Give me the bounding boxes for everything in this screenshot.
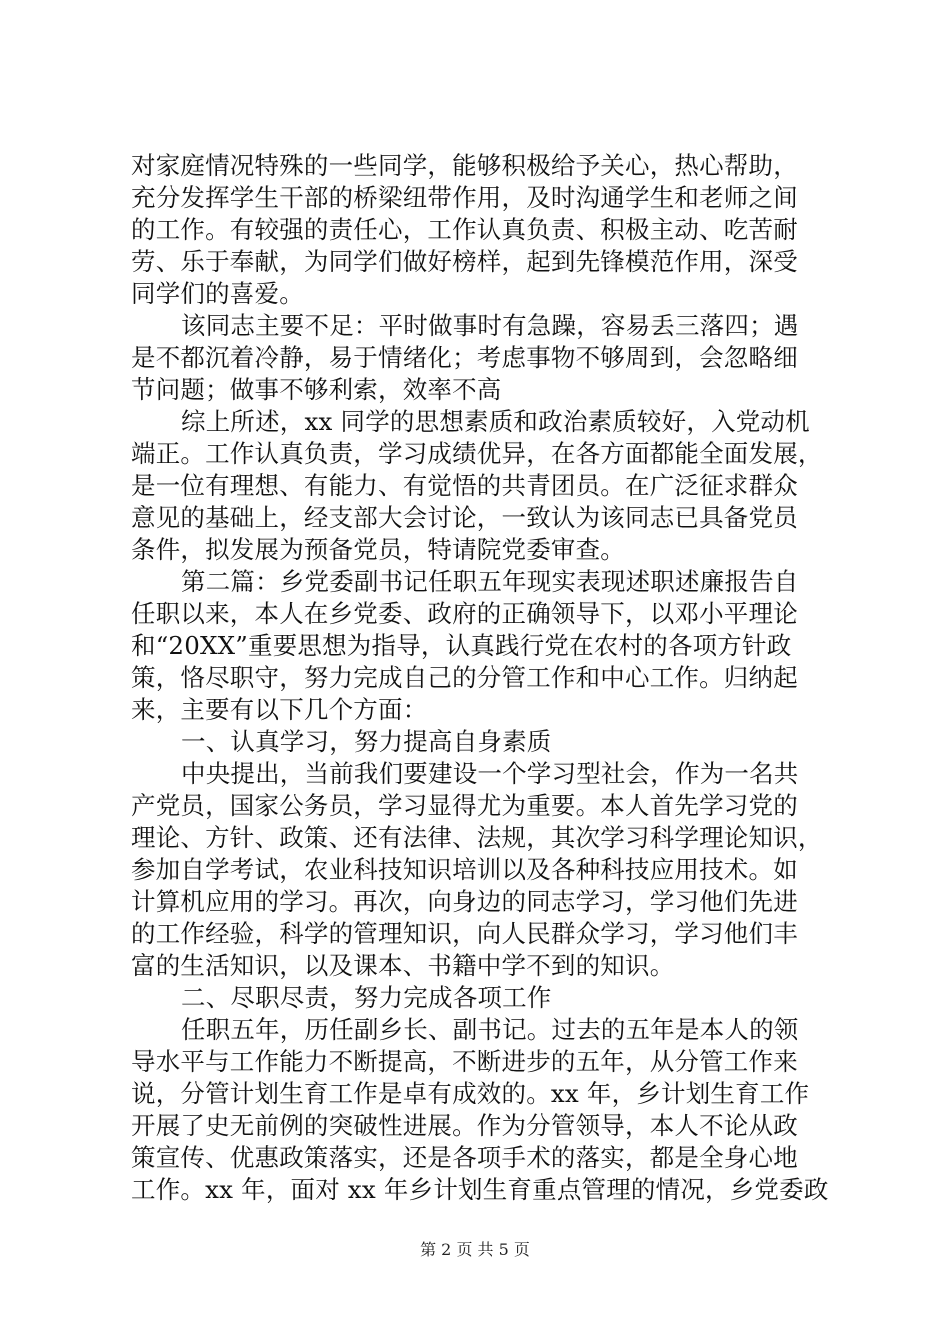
- text-line: 说，分管计划生育工作是卓有成效的。xx 年，乡计划生育工作: [131, 1079, 810, 1108]
- text-line: 和“20XX”重要思想为指导，认真践行党在农村的各项方针政: [131, 631, 792, 660]
- text-line: 工作。xx 年，面对 xx 年乡计划生育重点管理的情况，乡党委政: [131, 1175, 829, 1204]
- text-line: 劳、乐于奉献，为同学们做好榜样，起到先锋模范作用，深受: [131, 247, 798, 276]
- paragraph-start-line: 中央提出，当前我们要建设一个学习型社会，作为一名共: [181, 759, 799, 788]
- paragraph-start-line: 任职五年，历任副乡长、副书记。过去的五年是本人的领: [181, 1015, 799, 1044]
- text-line: 节问题；做事不够利索，效率不高: [131, 375, 502, 404]
- paragraph-start-line: 该同志主要不足：平时做事时有急躁，容易丢三落四；遇: [181, 311, 799, 340]
- text-line: 的工作经验，科学的管理知识，向人民群众学习，学习他们丰: [131, 919, 798, 948]
- text-line: 同学们的喜爱。: [131, 279, 304, 308]
- text-line: 充分发挥学生干部的桥梁纽带作用，及时沟通学生和老师之间: [131, 183, 798, 212]
- text-line: 对家庭情况特殊的一些同学，能够积极给予关心，热心帮助，: [131, 151, 798, 180]
- text-line: 富的生活知识，以及课本、书籍中学不到的知识。: [131, 951, 675, 980]
- text-line: 的工作。有较强的责任心，工作认真负责、积极主动、吃苦耐: [131, 215, 798, 244]
- paragraph-start-line: 综上所述，xx 同学的思想素质和政治素质较好，入党动机: [181, 407, 810, 436]
- section-heading: 二、尽职尽责，努力完成各项工作: [181, 983, 552, 1012]
- text-line: 是不都沉着冷静，易于情绪化；考虑事物不够周到，会忽略细: [131, 343, 798, 372]
- text-line: 理论、方针、政策、还有法律、法规，其次学习科学理论知识，: [131, 823, 823, 852]
- text-line: 来，主要有以下几个方面：: [131, 695, 428, 724]
- text-line: 任职以来，本人在乡党委、政府的正确领导下，以邓小平理论: [131, 599, 798, 628]
- text-line: 策，恪尽职守，努力完成自己的分管工作和中心工作。归纳起: [131, 663, 798, 692]
- text-line: 意见的基础上，经支部大会讨论，一致认为该同志已具备党员: [131, 503, 798, 532]
- text-line: 计算机应用的学习。再次，向身边的同志学习，学习他们先进: [131, 887, 798, 916]
- text-line: 条件，拟发展为预备党员，特请院党委审查。: [131, 535, 625, 564]
- text-line: 开展了史无前例的突破性进展。作为分管领导，本人不论从政: [131, 1111, 798, 1140]
- page-number-footer: 第 2 页 共 5 页: [420, 1240, 530, 1259]
- text-line: 导水平与工作能力不断提高，不断进步的五年，从分管工作来: [131, 1047, 798, 1076]
- text-line: 产党员，国家公务员，学习显得尤为重要。本人首先学习党的: [131, 791, 798, 820]
- paragraph-start-line: 第二篇：乡党委副书记任职五年现实表现述职述廉报告自: [181, 567, 799, 596]
- section-heading: 一、认真学习，努力提高自身素质: [181, 727, 552, 756]
- document-body: [131, 150, 831, 1206]
- text-line: 端正。工作认真负责，学习成绩优异，在各方面都能全面发展，: [131, 439, 823, 468]
- text-line: 是一位有理想、有能力、有觉悟的共青团员。在广泛征求群众: [131, 471, 798, 500]
- text-line: 参加自学考试，农业科技知识培训以及各种科技应用技术。如: [131, 855, 798, 884]
- text-line: 策宣传、优惠政策落实，还是各项手术的落实，都是全身心地: [131, 1143, 798, 1172]
